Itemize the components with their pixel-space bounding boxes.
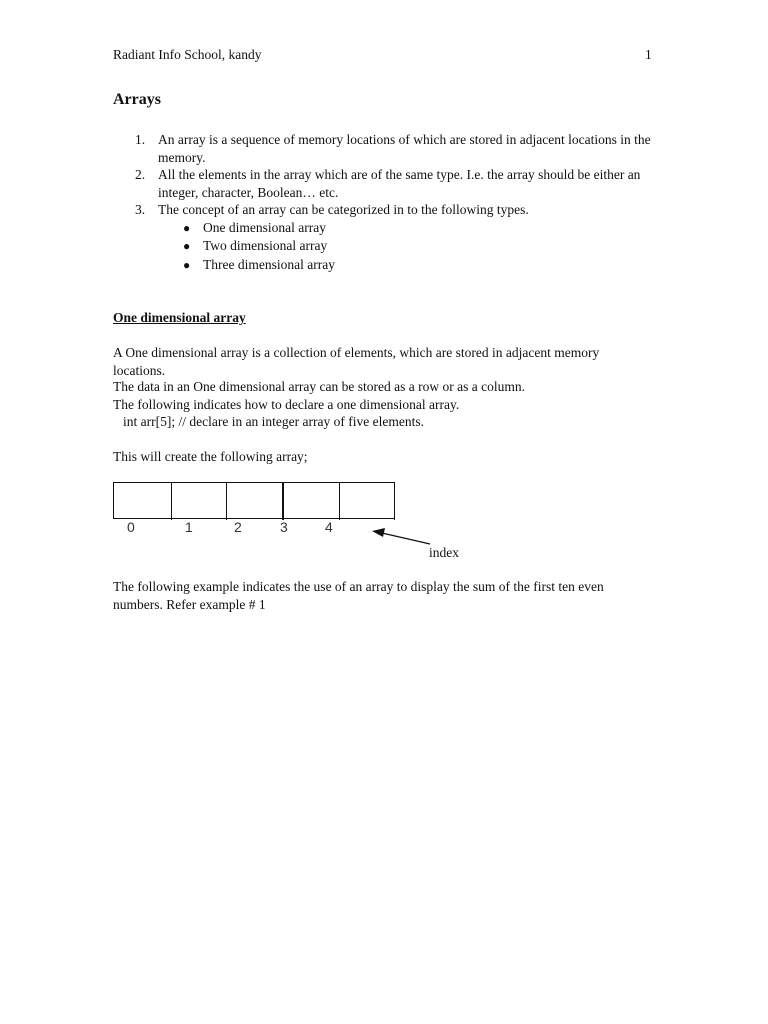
array-cell — [227, 482, 284, 520]
bullet-list — [158, 219, 653, 275]
array-cell — [340, 482, 395, 520]
index-arrow-icon — [360, 520, 440, 550]
paragraph-definition: A One dimensional array is a collection of elements, which are stored in adjacent memory locations. — [113, 345, 600, 378]
item-number: 2. — [135, 167, 146, 182]
paragraph-example: The following example indicates the use of an array to display the sum of the first ten even numbers. Refer example # 1 — [113, 579, 604, 612]
item-number: 3. — [135, 202, 146, 217]
bullet-item — [158, 256, 653, 275]
array-index-label: 4 — [325, 519, 333, 535]
page-title: Arrays — [113, 91, 161, 108]
index-label: index — [429, 545, 459, 560]
bullet-icon: ● — [183, 220, 191, 235]
array-index-label: 0 — [127, 519, 135, 535]
bullet-text: Three dimensional array — [203, 256, 335, 272]
paragraph-create: This will create the following array; — [113, 449, 308, 464]
array-index-label: 2 — [234, 519, 242, 535]
array-cell — [114, 482, 172, 520]
bullet-item — [158, 237, 653, 256]
numbered-item — [113, 201, 653, 274]
bullet-text: Two dimensional array — [203, 238, 328, 253]
bullet-text: One dimensional array — [203, 219, 326, 235]
bullet-item — [158, 219, 653, 238]
code-declaration: int arr[5]; // declare in an integer array of five elements. — [123, 414, 424, 429]
array-cell — [284, 482, 340, 520]
array-index-label: 1 — [185, 519, 193, 535]
item-number: 1. — [135, 132, 146, 147]
item-text: The concept of an array can be categorized in to the following types. — [158, 202, 529, 217]
numbered-list — [113, 131, 653, 274]
paragraph-row-column: The data in an One dimensional array can be stored as a row or as a column. — [113, 379, 525, 394]
header-school-name: Radiant Info School, kandy — [113, 47, 262, 62]
array-diagram — [113, 482, 394, 519]
bullet-icon: ● — [183, 239, 191, 253]
array-index-label: 3 — [280, 519, 288, 535]
section-heading: One dimensional array — [113, 310, 246, 325]
item-text: An array is a sequence of memory locations of which are stored in adjacent locations in the memory. — [158, 132, 651, 165]
header-page-number: 1 — [645, 47, 652, 62]
numbered-item — [113, 166, 653, 201]
numbered-item — [113, 131, 653, 166]
array-cell — [172, 482, 227, 520]
paragraph-declare-intro: The following indicates how to declare a one dimensional array. — [113, 397, 460, 412]
bullet-icon: ● — [183, 257, 191, 272]
item-text: All the elements in the array which are of the same type. I.e. the array should be either an integer, character, Boolean… etc. — [158, 167, 641, 200]
